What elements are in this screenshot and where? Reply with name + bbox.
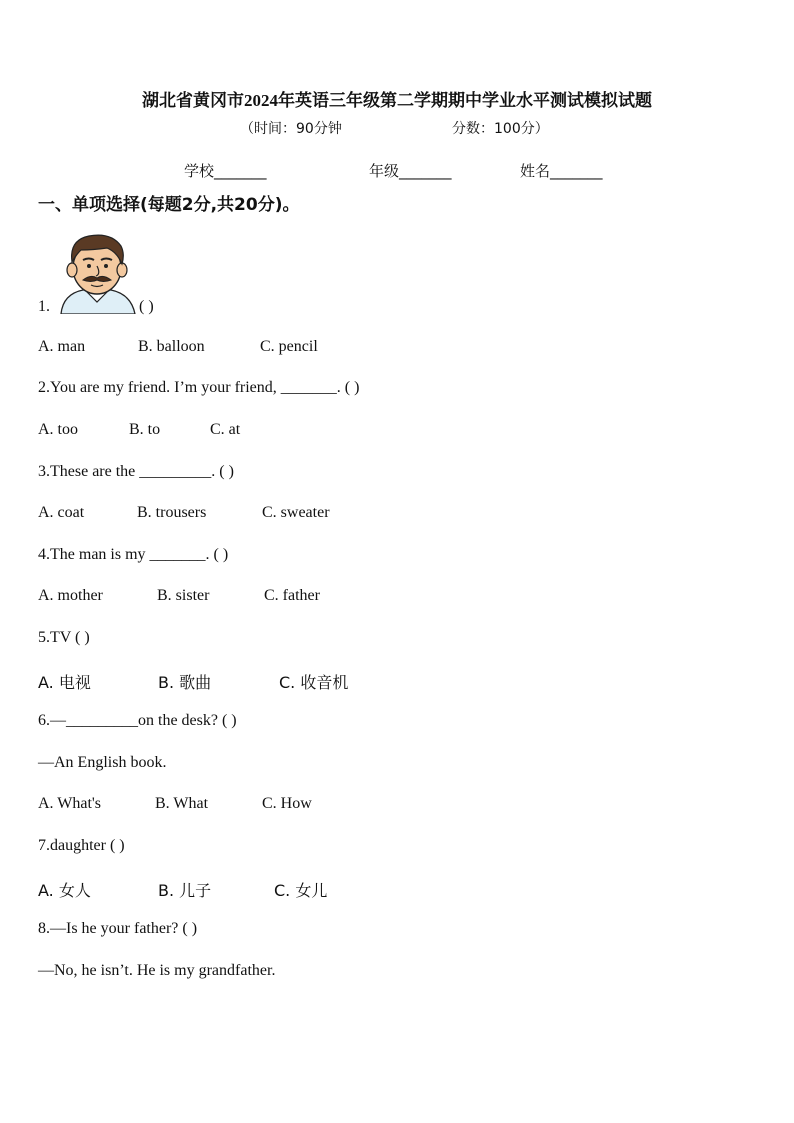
exam-time: （时间：90分钟: [240, 121, 342, 137]
question-2-option-c: C. at: [210, 421, 241, 438]
question-5-option-c: C. 收音机: [279, 673, 349, 692]
question-5: 5.TV ( ): [38, 629, 90, 646]
question-6-answer-line: —An English book.: [38, 754, 167, 771]
question-7-option-c: C. 女儿: [274, 881, 328, 900]
question-2-option-b: B. to: [129, 421, 161, 438]
question-4-option-a: A. mother: [38, 587, 103, 604]
grade-field: 年级_______: [369, 162, 452, 180]
page-title: 湖北省黄冈市2024年英语三年级第二学期期中学业水平测试模拟试题: [142, 91, 652, 110]
name-field: 姓名_______: [520, 162, 603, 180]
question-6-option-b: B. What: [155, 795, 209, 812]
question-6-option-c: C. How: [262, 795, 312, 812]
question-4: 4.The man is my _______. ( ): [38, 546, 229, 563]
question-1-option-c: C. pencil: [260, 338, 318, 355]
question-8: 8.—Is he your father? ( ): [38, 920, 198, 937]
question-3-option-a: A. coat: [38, 504, 85, 521]
question-5-option-a: A. 电视: [38, 673, 91, 692]
question-7-option-b: B. 儿子: [158, 881, 212, 900]
school-field: 学校_______: [184, 162, 267, 180]
man-cartoon-icon: [55, 228, 139, 314]
question-6-option-a: A. What's: [38, 795, 102, 812]
question-1-option-b: B. balloon: [138, 338, 205, 355]
question-3-option-b: B. trousers: [137, 504, 207, 521]
question-6: 6.—_________on the desk? ( ): [38, 712, 237, 729]
question-2: 2.You are my friend. I’m your friend, _______. ( ): [38, 379, 360, 396]
question-1-blank: ( ): [139, 298, 154, 315]
question-1-option-a: A. man: [38, 338, 86, 355]
question-3: 3.These are the _________. ( ): [38, 463, 234, 480]
question-7: 7.daughter ( ): [38, 837, 125, 854]
section-title: 一、单项选择(每题2分,共20分)。: [38, 195, 300, 215]
question-1-number: 1.: [38, 298, 50, 315]
question-2-option-a: A. too: [38, 421, 78, 438]
question-5-option-b: B. 歌曲: [158, 673, 212, 692]
question-4-option-b: B. sister: [157, 587, 210, 604]
question-7-option-a: A. 女人: [38, 881, 91, 900]
question-4-option-c: C. father: [264, 587, 320, 604]
question-8-answer-line: —No, he isn’t. He is my grandfather.: [38, 962, 276, 979]
exam-score: 分数：100分）: [452, 121, 549, 137]
question-3-option-c: C. sweater: [262, 504, 330, 521]
